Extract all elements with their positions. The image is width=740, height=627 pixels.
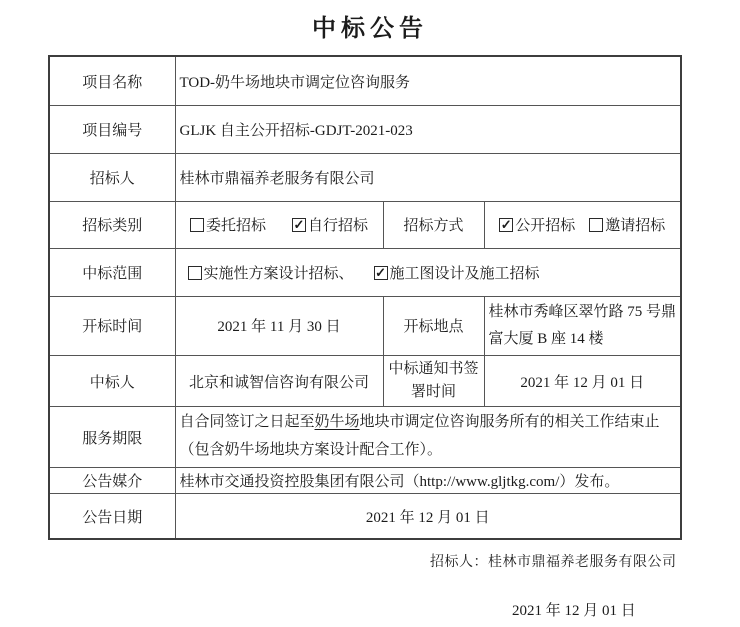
table-row bbox=[49, 407, 681, 468]
project-number-value: GLJK 自主公开招标-GDJT-2021-023 bbox=[175, 105, 681, 153]
award-scope-label: 中标范围 bbox=[49, 248, 175, 296]
option-label: 委托招标 bbox=[205, 218, 266, 235]
option-label: 施工图设计及施工招标 bbox=[389, 265, 540, 282]
table-row bbox=[49, 201, 681, 248]
checkbox-icon bbox=[499, 218, 513, 232]
service-period-value bbox=[175, 407, 681, 468]
option-label: 实施性方案设计招标、 bbox=[203, 265, 354, 282]
notice-sign-time-label: 中标通知书签署时间 bbox=[383, 355, 484, 407]
bid-category-label: 招标类别 bbox=[49, 201, 175, 248]
option-invited-tender bbox=[589, 214, 665, 235]
announcement-media-value: 桂林市交通投资控股集团有限公司（http://www.gljtkg.com/）发布。 bbox=[175, 467, 681, 493]
bid-category-options bbox=[175, 201, 383, 248]
award-scope-options bbox=[175, 248, 681, 296]
checkbox-icon bbox=[374, 266, 388, 280]
project-name-value: TOD-奶牛场地块市调定位咨询服务 bbox=[175, 56, 681, 105]
project-name-label: 项目名称 bbox=[49, 56, 175, 105]
bid-method-options bbox=[484, 201, 681, 248]
service-period-text: 自合同签订之日起至 bbox=[179, 414, 315, 431]
option-construction-design-tender bbox=[374, 262, 540, 283]
bid-opening-place-value: 桂林市秀峰区翠竹路 75 号鼎富大厦 B 座 14 楼 bbox=[484, 296, 681, 355]
table-row bbox=[49, 105, 681, 153]
announcement-table bbox=[48, 55, 682, 540]
checkbox-icon bbox=[292, 218, 306, 232]
announcement-date-label: 公告日期 bbox=[49, 493, 175, 539]
checkmark: ✓ bbox=[375, 265, 386, 280]
bid-opening-place-label: 开标地点 bbox=[383, 296, 484, 355]
tenderee-value: 桂林市鼎福养老服务有限公司 bbox=[175, 153, 681, 201]
footer-signature: 招标人：桂林市鼎福养老服务有限公司 bbox=[430, 555, 677, 570]
checkbox-icon bbox=[589, 218, 603, 232]
tenderee-label: 招标人 bbox=[49, 153, 175, 201]
option-self-tender bbox=[292, 214, 368, 235]
table-row bbox=[49, 355, 681, 407]
project-number-label: 项目编号 bbox=[49, 105, 175, 153]
checkmark: ✓ bbox=[293, 218, 305, 233]
table-row bbox=[49, 296, 681, 355]
option-scheme-design-tender bbox=[188, 262, 354, 283]
service-period-label: 服务期限 bbox=[49, 407, 175, 468]
option-label: 邀请招标 bbox=[605, 218, 666, 235]
notice-sign-time-value: 2021 年 12 月 01 日 bbox=[484, 355, 681, 407]
winner-value: 北京和诚智信咨询有限公司 bbox=[175, 355, 383, 407]
option-open-tender bbox=[499, 214, 575, 235]
option-entrusted-tender bbox=[190, 214, 266, 235]
table-row bbox=[49, 56, 681, 105]
service-period-text: 地块市调定位咨询服务所有的相关工作结束止（包含奶牛场地块方案设计配合工作）。 bbox=[179, 414, 660, 459]
table-row bbox=[49, 153, 681, 201]
page-title: 中标公告 bbox=[312, 16, 428, 42]
bid-method-label: 招标方式 bbox=[383, 201, 484, 248]
option-label: 自行招标 bbox=[308, 218, 369, 235]
checkmark: ✓ bbox=[500, 218, 512, 233]
service-period-underlined-text: 奶牛场 bbox=[314, 414, 360, 431]
table-row bbox=[49, 467, 681, 493]
footer-date: 2021 年 12 月 01 日 bbox=[512, 603, 636, 619]
table-row bbox=[49, 248, 681, 296]
announcement-date-value: 2021 年 12 月 01 日 bbox=[175, 493, 681, 539]
bid-opening-time-value: 2021 年 11 月 30 日 bbox=[175, 296, 383, 355]
table-row bbox=[49, 493, 681, 539]
option-label: 公开招标 bbox=[515, 218, 576, 235]
checkbox-icon bbox=[188, 266, 202, 280]
announcement-media-label: 公告媒介 bbox=[49, 467, 175, 493]
bid-opening-time-label: 开标时间 bbox=[49, 296, 175, 355]
winner-label: 中标人 bbox=[49, 355, 175, 407]
checkbox-icon bbox=[190, 218, 204, 232]
